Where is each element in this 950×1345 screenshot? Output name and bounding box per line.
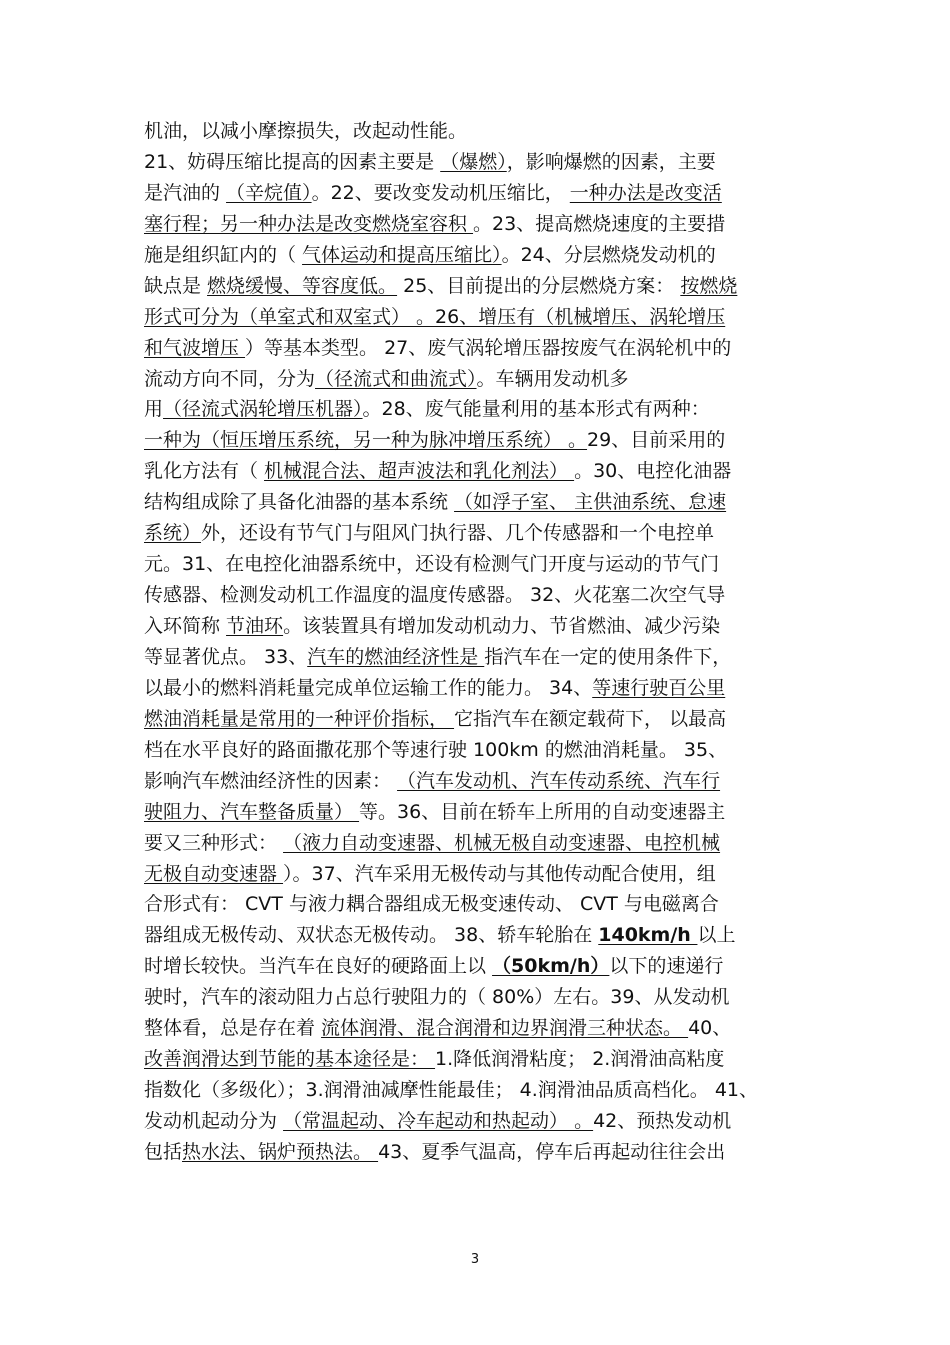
underlined-answer: （常温起动、冷车起动和热起动） 。 — [283, 1110, 594, 1132]
text-segment: 。车辆用发动机多 — [476, 367, 629, 390]
underlined-answer: （辛烷值） — [226, 181, 312, 204]
text-line — [144, 982, 808, 1013]
text-line — [144, 394, 808, 425]
text-line — [144, 704, 808, 735]
text-line — [144, 240, 808, 271]
text-segment: 。24、分层燃烧发动机的 — [501, 243, 716, 266]
text-line — [144, 642, 808, 673]
text-segment: 以最小的燃料消耗量完成单位运输工作的能力。 34、 — [144, 676, 593, 699]
underlined-answer: （如浮子室、 主供油系统、怠速 — [454, 491, 727, 514]
text-segment: 29、目前采用的 — [587, 429, 726, 452]
text-line — [144, 333, 808, 364]
text-segment: 发动机起动分为 — [144, 1110, 284, 1132]
text-segment: 影响汽车燃油经济性的因素： — [144, 769, 398, 792]
underlined-answer: 热水法、锅炉预热法。 — [182, 1140, 379, 1163]
text-line — [144, 735, 808, 766]
text-line — [144, 859, 808, 890]
text-line — [144, 1137, 808, 1168]
underlined-answer: 燃油消耗量是常用的一种评价指标， — [144, 707, 455, 730]
page-number: 3 — [470, 1252, 480, 1267]
text-line — [144, 828, 808, 859]
text-segment: 以下的速递行 — [609, 955, 724, 978]
text-line — [144, 1044, 808, 1075]
underlined-answer: 一种为（恒压增压系统，另一种为脉冲增压系统） 。 — [144, 429, 588, 452]
text-line — [144, 1013, 808, 1044]
text-segment: 25、目前提出的分层燃烧方案： — [397, 274, 681, 297]
underlined-answer: 系统） — [144, 522, 202, 545]
underlined-answer: 燃烧缓慢、等容度低。 — [207, 274, 398, 297]
text-segment: 合形式有： CVT 与液力耦合器组成无极变速传动、 CVT 与电磁离合 — [144, 893, 719, 916]
text-line — [144, 889, 808, 920]
text-line — [144, 673, 808, 704]
text-segment: 档在水平良好的路面撒花那个等速行驶 100km 的燃油消耗量。 35、 — [144, 738, 728, 761]
body-text — [144, 116, 808, 1168]
text-segment: 40、 — [688, 1017, 732, 1040]
text-segment: 传感器、检测发动机工作温度的温度传感器。 32、火花塞二次空气导 — [144, 584, 726, 607]
underlined-answer: 形式可分为（单室式和双室式） 。26、增压有（机械增压、涡轮增压 — [144, 305, 726, 328]
underlined-answer: 驶阻力、汽车整备质量） — [144, 800, 360, 823]
text-segment: 元。31、在电控化油器系统中，还设有检测气门开度与运动的节气门 — [144, 553, 720, 576]
text-line — [144, 549, 808, 580]
underlined-answer: 机械混合法、超声波法和乳化剂法） — [264, 460, 575, 483]
text-line — [144, 951, 808, 982]
text-line — [144, 147, 808, 178]
text-segment: 要又三种形式： — [144, 831, 284, 854]
text-segment: 整体看，总是存在着 — [144, 1017, 322, 1040]
text-segment: 。30、电控化油器 — [574, 460, 732, 483]
text-line — [144, 364, 808, 395]
text-line — [144, 611, 808, 642]
underlined-answer: 流体润滑、混合润滑和边界润滑三种状态。 — [321, 1017, 689, 1040]
text-segment: 。28、废气能量利用的基本形式有两种： — [362, 398, 710, 421]
underlined-answer: （汽车发动机、汽车传动系统、汽车行 — [397, 769, 721, 792]
text-segment: 。23、提高燃烧速度的主要措 — [473, 212, 726, 235]
underlined-answer: 塞行程；另一种办法是改变燃烧室容积 — [144, 212, 474, 235]
underlined-answer: （径流式涡轮增压机器） — [163, 398, 363, 421]
text-segment: 21、妨碍压缩比提高的因素主要是 — [144, 150, 441, 173]
text-segment: 以上 — [697, 924, 736, 947]
underlined-answer: （液力自动变速器、机械无极自动变速器、电控机械 — [283, 831, 721, 854]
text-segment: 驶时，汽车的滚动阻力占总行驶阻力的（ 80%）左右。39、从发动机 — [144, 986, 730, 1009]
underlined-answer: （爆燃） — [440, 150, 507, 173]
text-segment: 。该装置具有增加发动机动力、节省燃油、减少污染 — [283, 615, 721, 637]
underlined-answer: 140km/h — [598, 924, 698, 947]
text-line — [144, 271, 808, 302]
text-segment: 。22、要改变发动机压缩比， — [311, 181, 570, 204]
text-segment: 施是组织缸内的（ — [144, 243, 303, 266]
underlined-answer: 一种办法是改变活 — [569, 181, 722, 204]
text-line — [144, 456, 808, 487]
text-segment: 是汽油的 — [144, 181, 227, 204]
text-segment: ）等基本类型。 27、废气涡轮增压器按废气在涡轮机中的 — [245, 336, 732, 359]
text-segment: 指汽车在一定的使用条件下， — [484, 645, 732, 668]
text-segment: ，影响爆燃的因素，主要 — [506, 150, 716, 173]
text-line — [144, 766, 808, 797]
text-line — [144, 580, 808, 611]
underlined-answer: 改善润滑达到节能的基本途径是： — [144, 1048, 436, 1071]
text-segment: 乳化方法有（ — [144, 460, 265, 483]
underlined-answer: （50km/h） — [492, 955, 610, 978]
text-segment: 它指汽车在额定载荷下， 以最高 — [454, 707, 727, 730]
text-line — [144, 1075, 808, 1106]
text-segment: 等。36、目前在轿车上所用的自动变速器主 — [359, 800, 726, 823]
underlined-answer: （径流式和曲流式） — [315, 367, 477, 390]
text-line — [144, 178, 808, 209]
text-segment: 外，还设有节气门与阻风门执行器、几个传感器和一个电控单 — [201, 522, 715, 545]
text-line — [144, 920, 808, 951]
underlined-answer: 无极自动变速器 — [144, 862, 284, 885]
text-line — [144, 1106, 808, 1137]
text-segment: 时增长较快。当汽车在良好的硬路面上以 — [144, 955, 493, 978]
text-segment: 43、夏季气温高，停车后再起动往往会出 — [378, 1140, 726, 1163]
text-segment: 等显著优点。 33、 — [144, 645, 308, 668]
text-segment: 42、预热发动机 — [593, 1110, 732, 1132]
text-line — [144, 302, 808, 333]
text-line — [144, 209, 808, 240]
text-segment: 机油，以减小摩擦损失，改起动性能。 — [144, 120, 468, 142]
text-segment: ）。37、汽车采用无极传动与其他传动配合使用，组 — [283, 862, 716, 885]
text-line — [144, 116, 808, 147]
text-segment: 流动方向不同，分为 — [144, 367, 316, 390]
underlined-answer: 节油环 — [226, 615, 284, 637]
underlined-answer: 和气波增压 — [144, 336, 246, 359]
underlined-answer: 按燃烧 — [680, 274, 738, 297]
text-segment: 指数化（多级化）；3.润滑油减摩性能最佳； 4.润滑油品质高档化。 41、 — [144, 1079, 759, 1102]
text-segment: 入环简称 — [144, 615, 227, 637]
text-line — [144, 518, 808, 549]
text-segment: 包括 — [144, 1140, 183, 1163]
text-segment: 缺点是 — [144, 274, 208, 297]
text-segment: 器组成无极传动、双状态无极传动。 38、轿车轮胎在 — [144, 924, 599, 947]
text-segment: 结构组成除了具备化油器的基本系统 — [144, 491, 455, 514]
text-line — [144, 425, 808, 456]
underlined-answer: 气体运动和提高压缩比） — [302, 243, 502, 266]
text-line — [144, 487, 808, 518]
text-segment: 用 — [144, 398, 164, 421]
underlined-answer: 等速行驶百公里 — [592, 676, 726, 699]
underlined-answer: 汽车的燃油经济性是 — [307, 645, 485, 668]
text-segment: 1.降低润滑粘度； 2.润滑油高粘度 — [435, 1048, 725, 1071]
text-line — [144, 797, 808, 828]
